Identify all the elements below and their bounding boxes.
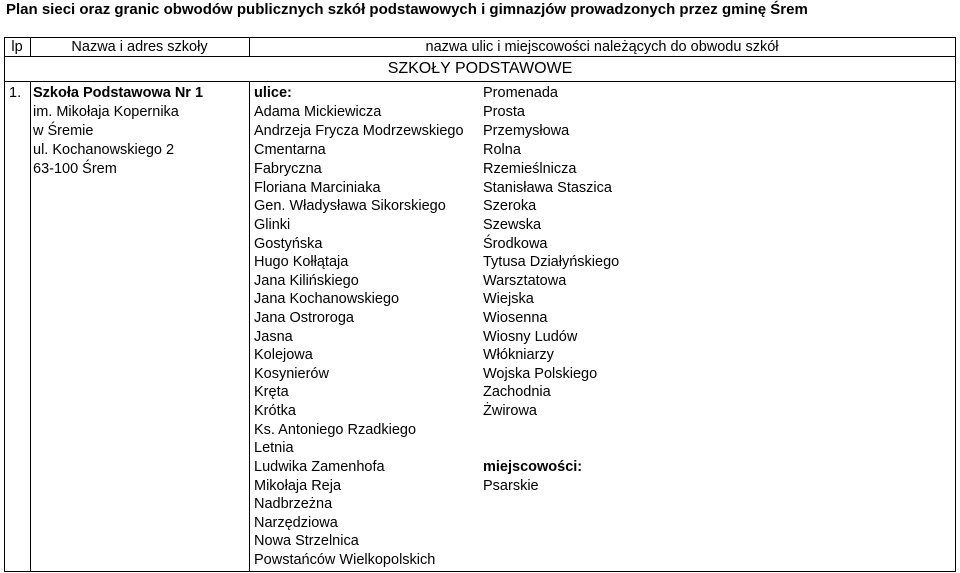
street-item: Wiosenna (483, 310, 548, 326)
street-item: Floriana Marciniaka (254, 180, 381, 196)
table-border-left (4, 37, 5, 572)
street-item: Promenada (483, 85, 558, 101)
school-address-line1: ul. Kochanowskiego 2 (33, 142, 175, 158)
street-item: Mikołaja Reja (254, 478, 342, 494)
streets-label: ulice: (254, 85, 292, 101)
street-item: Hugo Kołłątaja (254, 254, 349, 270)
street-item: Gostyńska (254, 236, 323, 252)
school-number: 1. (9, 85, 22, 101)
street-item: Letnia (254, 440, 294, 456)
header-bottom-line (4, 56, 956, 57)
locality-item: Psarskie (483, 478, 539, 494)
street-item: Andrzeja Frycza Modrzewskiego (254, 123, 464, 139)
street-item: Fabryczna (254, 161, 322, 177)
table-border-bottom (4, 571, 956, 572)
document-title: Plan sieci oraz granic obwodów publicznych szkół podstawowych i gimnazjów prowadzonych przez gminę Śrem (6, 1, 808, 18)
street-item: Jana Ostroroga (254, 310, 354, 326)
street-item: Tytusa Działyńskiego (483, 254, 620, 270)
street-item: Glinki (254, 217, 291, 233)
street-item: Zachodnia (483, 384, 551, 400)
col-divider-lp-body (30, 81, 31, 572)
street-item: Rzemieślnicza (483, 161, 577, 177)
school-name-line3: w Śremie (33, 123, 94, 139)
street-item: Powstańców Wielkopolskich (254, 552, 436, 568)
street-item: Przemysłowa (483, 123, 570, 139)
street-item: Kolejowa (254, 347, 313, 363)
street-item: Wiejska (483, 291, 534, 307)
header-school-name: Nazwa i adres szkoły (71, 39, 208, 55)
street-item: Wiosny Ludów (483, 329, 578, 345)
street-item: Kręta (254, 384, 289, 400)
street-item: Nowa Strzelnica (254, 533, 359, 549)
street-item: Rolna (483, 142, 521, 158)
street-item: Szewska (483, 217, 542, 233)
street-item: Warsztatowa (483, 273, 567, 289)
street-item: Narzędziowa (254, 515, 338, 531)
street-item: Gen. Władysława Sikorskiego (254, 198, 446, 214)
street-item: Szeroka (483, 198, 537, 214)
street-item: Środkowa (483, 236, 548, 252)
street-item: Żwirowa (483, 403, 537, 419)
localities-label: miejscowości: (483, 459, 583, 475)
street-item: Jasna (254, 329, 293, 345)
street-item: Ks. Antoniego Rzadkiego (254, 422, 417, 438)
street-item: Wojska Polskiego (483, 366, 598, 382)
header-lp: lp (11, 39, 23, 55)
street-item: Włókniarzy (483, 347, 554, 363)
street-item: Kosynierów (254, 366, 329, 382)
street-item: Jana Kilińskiego (254, 273, 359, 289)
table-border-right (955, 37, 956, 572)
header-streets: nazwa ulic i miejscowości należących do obwodu szkół (425, 39, 779, 55)
street-item: Nadbrzeżna (254, 496, 333, 512)
section-bottom-line (4, 81, 956, 82)
street-item: Prosta (483, 104, 525, 120)
street-item: Cmentarna (254, 142, 326, 158)
street-item: Krótka (254, 403, 296, 419)
school-name-line2: im. Mikołaja Kopernika (33, 104, 179, 120)
street-item: Stanisława Staszica (483, 180, 612, 196)
section-title: SZKOŁY PODSTAWOWE (387, 60, 573, 77)
street-item: Ludwika Zamenhofa (254, 459, 385, 475)
school-name-line1: Szkoła Podstawowa Nr 1 (33, 85, 204, 101)
street-item: Jana Kochanowskiego (254, 291, 400, 307)
street-item: Adama Mickiewicza (254, 104, 382, 120)
school-address-line2: 63-100 Śrem (33, 161, 117, 177)
col-divider-name-body (249, 81, 250, 572)
